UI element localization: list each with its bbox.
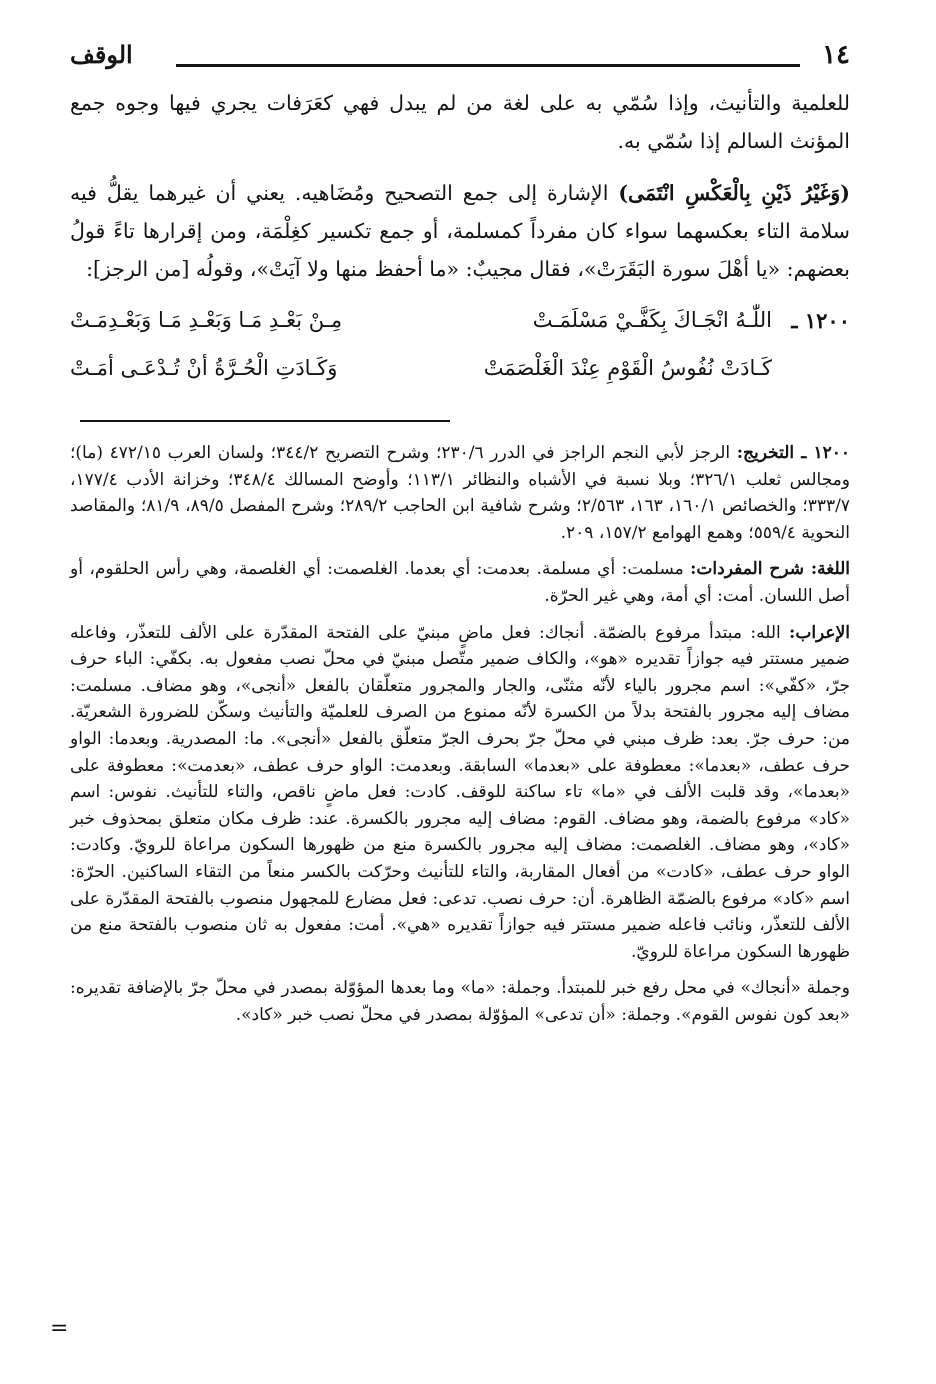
verse-hemistich-first: اللّٰـهُ انْجَـاكَ بِكَفَّـيْ مَسْلَمَـتْ bbox=[532, 308, 772, 332]
page-number: ١٤ bbox=[822, 40, 850, 70]
verse-line bbox=[70, 302, 850, 348]
note-text: الله: مبتدأ مرفوع بالضمّة. أنجاك: فعل ماضٍ مبنيّ على الفتحة المقدّرة على الألف للتعذّر، وفاعله ضمير مستتر فيه جوازاً تقديره «هو»، والكاف ضمير متّصل مبنيّ في محلّ نصب مفعول به. بكفّي: الباء حرف جرّ، «كفّي»: اسم مجرور بالياء لأنّه مثنّى، والجار والمجرور متعلّقان بالفعل «أنجى»، وهو مضاف. مسلمت: مضاف إليه مجرور بالفتحة بدلاً من الكسرة لأنّه ممنوع من الصرف للعلميّة والتأنيث وسكّن للضرورة الشعريّة. من: حرف جرّ. بعد: ظرف مبني في محلّ جرّ بحرف الجرّ متعلّق بالفعل «أنجى». ما: المصدرية. وبعدما: الواو حرف عطف، «بعدما»: معطوفة على «بعدما» السابقة. وبعدمت: الواو حرف عطف، «بعدمت»: معطوفة على «بعدما»، وقد قلبت الألف في «ما» تاء ساكنة للوقف. كادت: فعل ماضٍ ناقص، والتاء للتأنيث. نفوس: اسم «كاد» مرفوع بالضمة، وهو مضاف. القوم: مضاف إليه مجرور بالكسرة. عند: ظرف مكان متعلق بمحذوف خبر «كاد»، وهو مضاف. الغلصمت: مضاف إليه مجرور بالكسرة منع من ظهورها السكون مراعاة للرويّ. وكادت: الواو حرف عطف، «كادت» من أفعال المقاربة، والتاء للتأنيث وحرّكت بالكسر منعاً من التقاء الساكنين. الحرّة: اسم «كاد» مرفوع بالضمّة الظاهرة. أن: حرف نصب. تدعى: فعل مضارع للمجهول منصوب بالفتحة المقدّرة على الألف للتعذّر، ونائب فاعله ضمير مستتر فيه جوازاً تقديره «هي». أمت: مفعول به ثان منصوب بالفتحة منع من ظهورها السكون مراعاة للرويّ. bbox=[70, 622, 851, 962]
footnotes bbox=[70, 440, 850, 1028]
verse-line bbox=[70, 350, 850, 396]
note-text: مسلمت: أي مسلمة. بعدمت: أي بعدما. الغلصمت: أي الغلصمة، وهي رأس الحلقوم، أو أصل اللسان. أمت: أي أمة، وهي غير الحرّة. bbox=[70, 559, 850, 606]
header-rule bbox=[176, 64, 800, 67]
note-text: الرجز لأبي النجم الراجز في الدرر ٢٣٠/٦؛ وشرح التصريح ٣٤٤/٢؛ ولسان العرب ٤٧٢/١٥ (ما)؛ ومجالس ثعلب ٣٢٦/١؛ وبلا نسبة في الأشباه والنظائر ١١٣/١؛ وأوضح المسالك ٣٤٨/٤؛ وخزانة الأدب ١٧٧/٤، ٣٣٣/٧؛ والخصائص ١٦٠/١، ١٦٣، ٢/٥٦٣؛ وشرح شافية ابن الحاجب ٢٨٩/٢؛ وشرح المفصل ٨٩/٥، ٨١/٩؛ والمقاصد النحوية ٥٥٩/٤؛ وهمع الهوامع ١٥٧/٢، ٢٠٩. bbox=[70, 443, 851, 543]
note-paragraph bbox=[70, 440, 850, 546]
note-paragraph bbox=[70, 620, 850, 966]
margin-mark: = bbox=[50, 1316, 69, 1341]
verse-hemistich-first: كَـادَتْ نُفُوسُ الْقَوْمِ عِنْدَ الْغَلْصَمَتْ bbox=[483, 356, 772, 380]
running-title: الوقف bbox=[70, 40, 133, 69]
main-text bbox=[70, 84, 850, 288]
main-paragraph bbox=[70, 84, 850, 160]
note-jumla bbox=[70, 975, 850, 1028]
note-label: اللغة: شرح المفردات: bbox=[690, 559, 850, 580]
verse-hemistich-second: وَكَـادَتِ الْحُـرَّةُ أنْ تُـدْعَـى أمَـتْ bbox=[70, 356, 338, 380]
note-text: وجملة «أنجاك» في محل رفع خبر للمبتدأ. وجملة: «ما» وما بعدها المؤوّلة بمصدر في محلّ جرّ بالإضافة تقديره: «بعد كون نفوس القوم». وجملة: «أن تدعى» المؤوّلة بمصدر في محلّ نصب خبر «كاد». bbox=[70, 978, 850, 1025]
note-paragraph bbox=[70, 975, 850, 1028]
page-header bbox=[70, 40, 850, 84]
page bbox=[70, 40, 850, 1038]
note-label: ١٢٠٠ ـ التخريج: bbox=[736, 443, 850, 463]
quoted-verse-fragment: (وَغَيْرُ ذَيْنِ بِالْعَكْسِ انْتَمَى) bbox=[618, 181, 850, 205]
paragraph-text: الإشارة إلى جمع التصحيح ومُضَاهيه. يعني أن غيرهما يقلُّ فيه سلامة التاء بعكسهما سواء كان مفرداً كمسلمة، أو جمع تكسير كغِلْمَة، ومن إقرارها تاءً قولُ بعضهم: «يا أهْلَ سورة البَقَرَتْ»، فقال مجيبٌ: «ما أحفظ منها ولا آيَتْ»، وقولُه [من الرجز]: bbox=[70, 181, 850, 281]
verse-number: ١٢٠٠ ـ bbox=[791, 308, 850, 333]
footnote-divider bbox=[80, 420, 450, 422]
paragraph-text: للعلمية والتأنيث، وإذا سُمّي به على لغة من لم يبدل فهي كعَرَفات يجري فيها وجوه جمع المؤنث السالم إذا سُمّي به. bbox=[70, 91, 850, 153]
note-paragraph bbox=[70, 556, 850, 609]
note-irab bbox=[70, 620, 850, 966]
note-label: الإعراب: bbox=[789, 622, 850, 643]
note-takhrij bbox=[70, 440, 850, 546]
verse-hemistich-second: مِـنْ بَعْـدِ مَـا وَبَعْـدِ مَـا وَبَعْـدِمَـتْ bbox=[70, 308, 343, 332]
note-lugha bbox=[70, 556, 850, 609]
main-paragraph bbox=[70, 174, 850, 288]
poem-verse bbox=[70, 302, 850, 398]
